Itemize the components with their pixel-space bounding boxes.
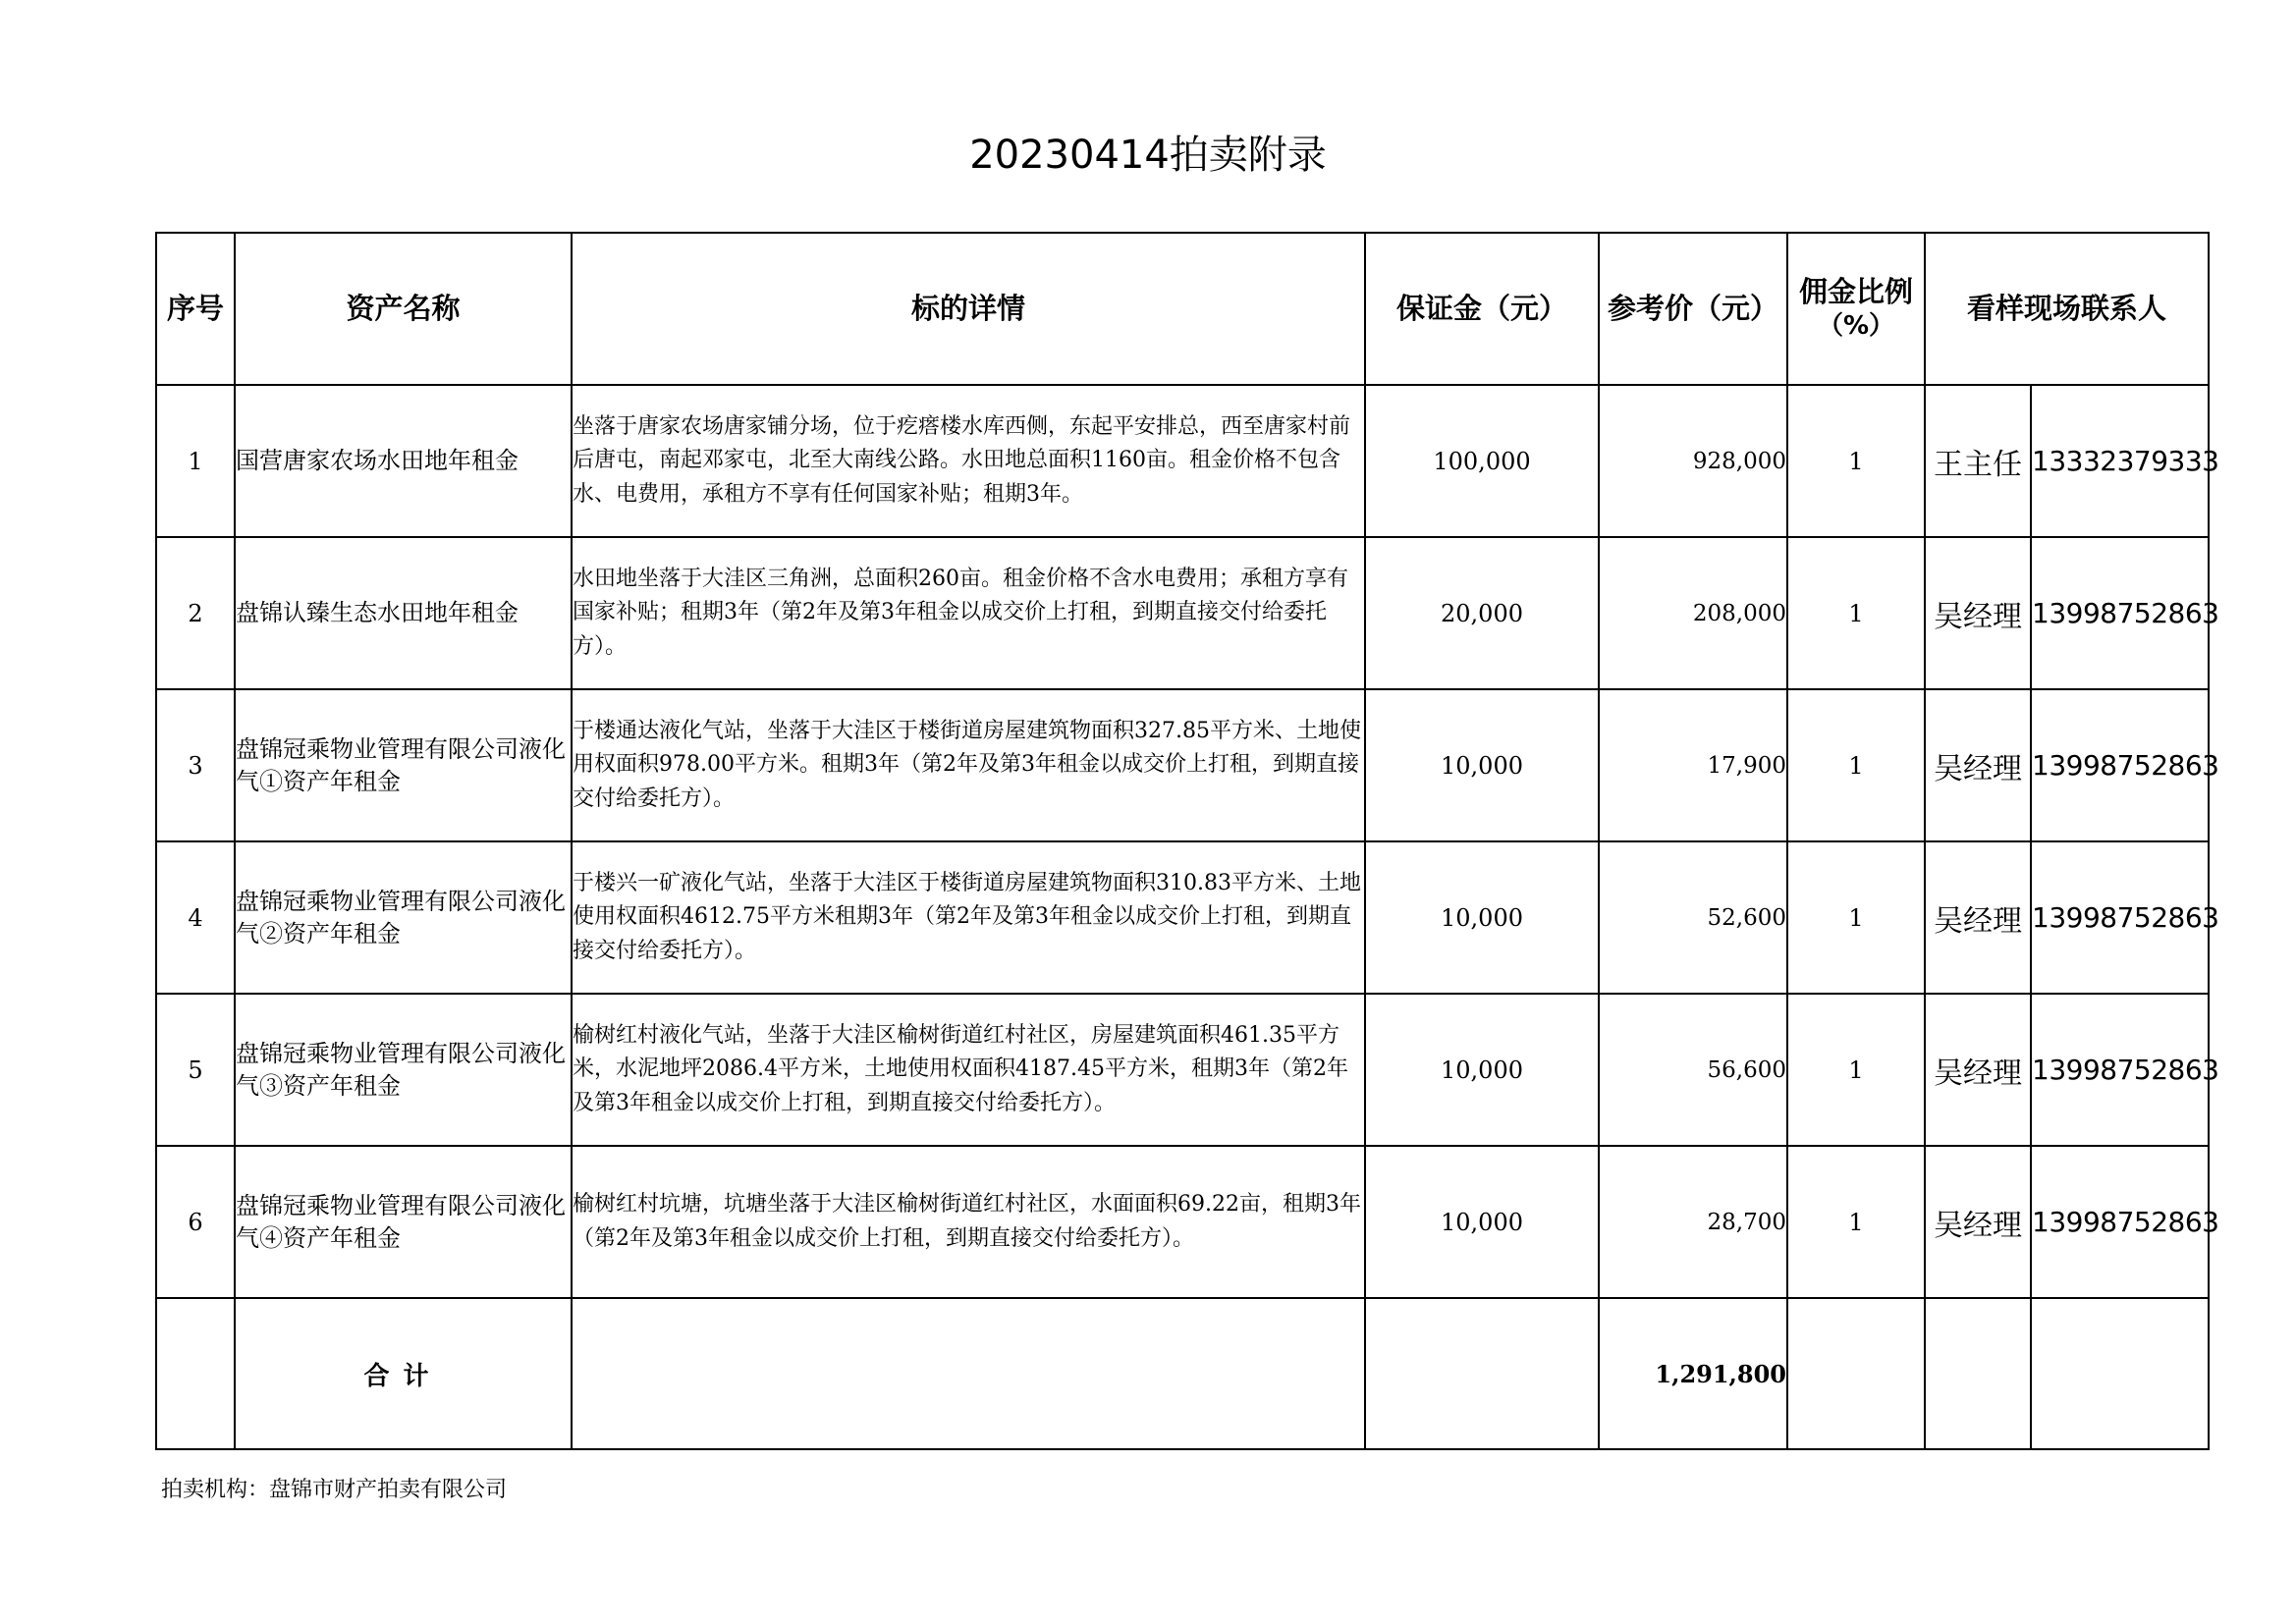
- total-contact-phone-cell: [2031, 1298, 2209, 1449]
- header-detail: 标的详情: [572, 233, 1365, 385]
- row-deposit: 20,000: [1365, 537, 1599, 689]
- row-deposit: 100,000: [1365, 385, 1599, 537]
- table-row: [156, 841, 2209, 994]
- row-seq: 3: [156, 689, 235, 841]
- row-detail: 于楼通达液化气站，坐落于大洼区于楼街道房屋建筑物面积327.85平方米、土地使用权面积978.00平方米。租期3年（第2年及第3年租金以成交价上打租，到期直接交付给委托方）。: [572, 689, 1365, 841]
- header-contact: 看样现场联系人: [1925, 233, 2209, 385]
- table-header-row: [156, 233, 2209, 385]
- row-reference-price: 208,000: [1599, 537, 1787, 689]
- row-seq: 1: [156, 385, 235, 537]
- row-asset-name: 盘锦冠乘物业管理有限公司液化气①资产年租金: [235, 689, 572, 841]
- total-label: 合计: [235, 1298, 572, 1449]
- table-row: [156, 537, 2209, 689]
- row-deposit: 10,000: [1365, 841, 1599, 994]
- row-asset-name: 盘锦冠乘物业管理有限公司液化气③资产年租金: [235, 994, 572, 1146]
- row-contact-name: 吴经理: [1925, 537, 2031, 689]
- header-commission: [1787, 233, 1925, 385]
- row-detail: 榆树红村液化气站，坐落于大洼区榆树街道红村社区，房屋建筑面积461.35平方米，水泥地坪2086.4平方米，土地使用权面积4187.45平方米，租期3年（第2年及第3年租金以成交价上打租，到期直接交付给委托方）。: [572, 994, 1365, 1146]
- row-detail: 于楼兴一矿液化气站，坐落于大洼区于楼街道房屋建筑物面积310.83平方米、土地使用权面积4612.75平方米租期3年（第2年及第3年租金以成交价上打租，到期直接交付给委托方）。: [572, 841, 1365, 994]
- row-commission-rate: 1: [1787, 1146, 1925, 1298]
- row-contact-phone: 13998752863: [2031, 841, 2209, 994]
- row-reference-price: 56,600: [1599, 994, 1787, 1146]
- row-asset-name: 盘锦认臻生态水田地年租金: [235, 537, 572, 689]
- table-row: [156, 385, 2209, 537]
- header-commission-line2: （%）: [1817, 311, 1895, 342]
- row-commission-rate: 1: [1787, 537, 1925, 689]
- row-contact-phone: 13998752863: [2031, 1146, 2209, 1298]
- row-contact-phone: 13998752863: [2031, 689, 2209, 841]
- total-reference-price: 1,291,800: [1599, 1298, 1787, 1449]
- row-detail: 坐落于唐家农场唐家铺分场，位于疙瘩楼水库西侧，东起平安排总，西至唐家村前后唐屯，南起邓家屯，北至大南线公路。水田地总面积1160亩。租金价格不包含水、电费用，承租方不享有任何国家补贴；租期3年。: [572, 385, 1365, 537]
- row-commission-rate: 1: [1787, 385, 1925, 537]
- row-asset-name: 盘锦冠乘物业管理有限公司液化气④资产年租金: [235, 1146, 572, 1298]
- total-detail-cell: [572, 1298, 1365, 1449]
- total-contact-name-cell: [1925, 1298, 2031, 1449]
- header-asset-name: 资产名称: [235, 233, 572, 385]
- row-contact-phone: 13998752863: [2031, 537, 2209, 689]
- row-deposit: 10,000: [1365, 1146, 1599, 1298]
- total-row: [156, 1298, 2209, 1449]
- auction-institution-footer: 拍卖机构：盘锦市财产拍卖有限公司: [161, 1478, 508, 1502]
- row-reference-price: 52,600: [1599, 841, 1787, 994]
- total-commission-cell: [1787, 1298, 1925, 1449]
- row-contact-name: 吴经理: [1925, 994, 2031, 1146]
- row-asset-name: 盘锦冠乘物业管理有限公司液化气②资产年租金: [235, 841, 572, 994]
- header-deposit: 保证金（元）: [1365, 233, 1599, 385]
- row-contact-name: 吴经理: [1925, 1146, 2031, 1298]
- document-title: 20230414拍卖附录: [969, 133, 1327, 178]
- row-contact-name: 王主任: [1925, 385, 2031, 537]
- row-commission-rate: 1: [1787, 994, 1925, 1146]
- row-deposit: 10,000: [1365, 994, 1599, 1146]
- table-body: [156, 385, 2219, 1298]
- table-row: [156, 1146, 2209, 1298]
- row-reference-price: 17,900: [1599, 689, 1787, 841]
- total-seq-cell: [156, 1298, 235, 1449]
- row-detail: 水田地坐落于大洼区三角洲，总面积260亩。租金价格不含水电费用；承租方享有国家补贴；租期3年（第2年及第3年租金以成交价上打租，到期直接交付给委托方）。: [572, 537, 1365, 689]
- row-contact-name: 吴经理: [1925, 841, 2031, 994]
- row-seq: 4: [156, 841, 235, 994]
- row-reference-price: 928,000: [1599, 385, 1787, 537]
- row-deposit: 10,000: [1365, 689, 1599, 841]
- auction-table: [155, 232, 2219, 1450]
- row-seq: 2: [156, 537, 235, 689]
- row-contact-phone: 13332379333: [2031, 385, 2209, 537]
- total-deposit-cell: [1365, 1298, 1599, 1449]
- row-reference-price: 28,700: [1599, 1146, 1787, 1298]
- header-seq: 序号: [156, 233, 235, 385]
- row-detail: 榆树红村坑塘，坑塘坐落于大洼区榆树街道红村社区，水面面积69.22亩，租期3年（第2年及第3年租金以成交价上打租，到期直接交付给委托方）。: [572, 1146, 1365, 1298]
- table-row: [156, 689, 2209, 841]
- row-asset-name: 国营唐家农场水田地年租金: [235, 385, 572, 537]
- header-commission-line1: 佣金比例: [1798, 274, 1913, 308]
- table-row: [156, 994, 2209, 1146]
- row-seq: 5: [156, 994, 235, 1146]
- row-commission-rate: 1: [1787, 689, 1925, 841]
- header-reference-price: 参考价（元）: [1599, 233, 1787, 385]
- row-commission-rate: 1: [1787, 841, 1925, 994]
- row-contact-name: 吴经理: [1925, 689, 2031, 841]
- row-contact-phone: 13998752863: [2031, 994, 2209, 1146]
- row-seq: 6: [156, 1146, 235, 1298]
